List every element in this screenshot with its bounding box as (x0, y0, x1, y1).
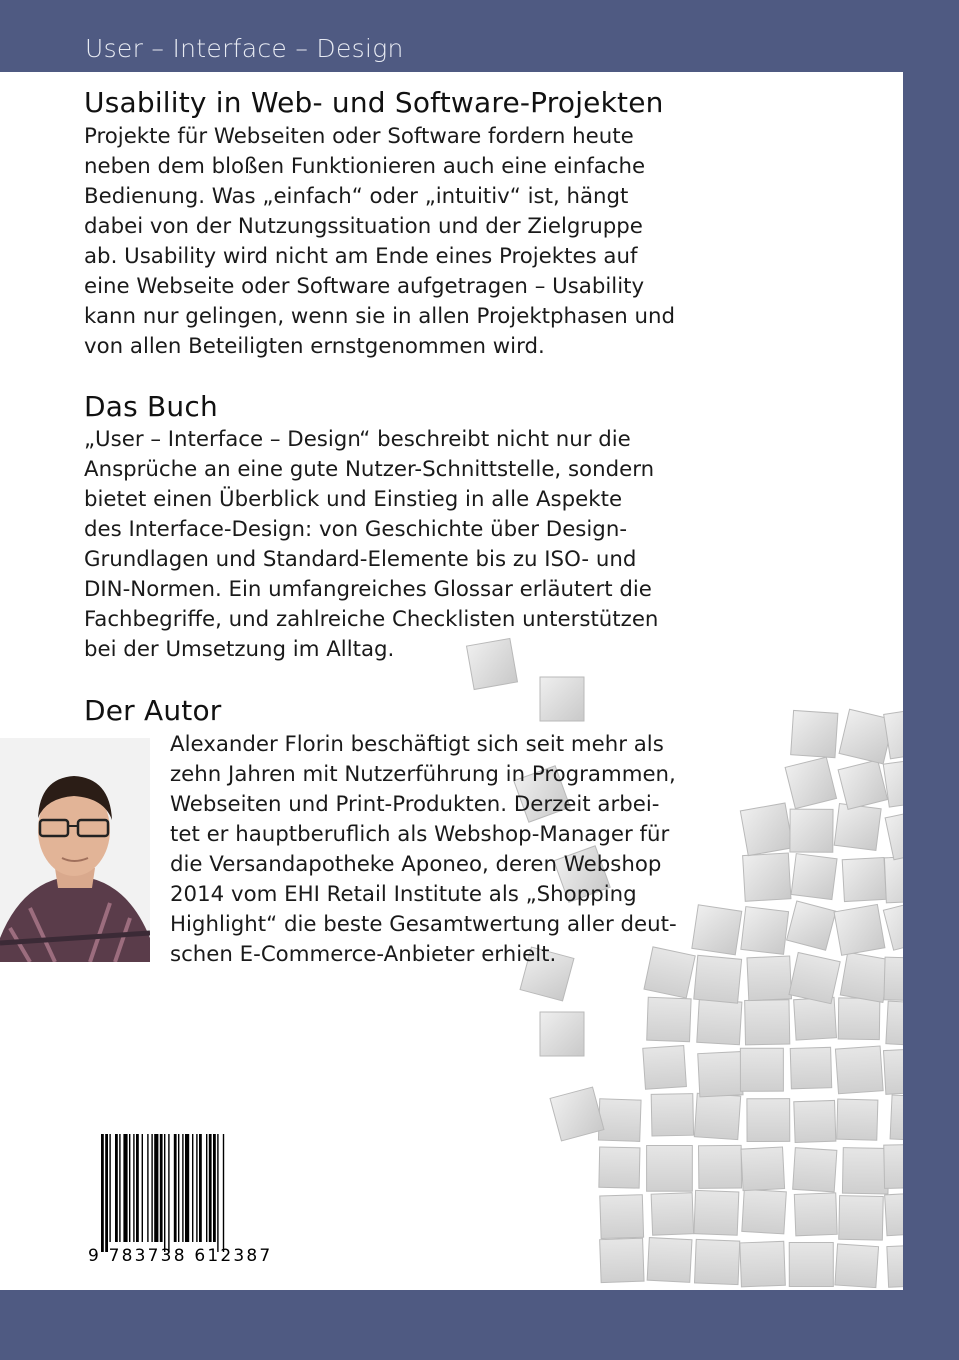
cube (740, 1241, 786, 1287)
text-line: des Interface-Design: von Geschichte über Design- (84, 517, 628, 542)
cube (695, 1239, 740, 1284)
text-line: Grundlagen und Standard-Elemente bis zu ISO- und (84, 547, 637, 572)
author-photo (0, 738, 150, 962)
cube (742, 1189, 787, 1234)
cube (600, 1195, 644, 1239)
barcode-bar (182, 1134, 183, 1242)
back-cover-page (0, 72, 903, 1290)
barcode-bar (164, 1134, 165, 1252)
text-line: neben dem bloßen Funktionieren auch eine einfache (84, 154, 646, 179)
cube (842, 858, 886, 902)
text-line: Bedienung. Was „einfach“ oder „intuitiv“ ist, hängt (84, 184, 629, 209)
author-text (170, 730, 677, 970)
author-heading: Der Autor (84, 694, 222, 727)
cube (884, 957, 903, 1001)
cube (540, 1012, 584, 1056)
cube (651, 1193, 693, 1235)
barcode-bar (199, 1134, 202, 1242)
text-line: dabei von der Nutzungssituation und der Zielgruppe (84, 214, 643, 239)
cube (743, 853, 791, 901)
barcode-bar (206, 1134, 207, 1242)
cube (842, 1148, 888, 1194)
cube (699, 1145, 742, 1188)
cube (890, 1095, 903, 1141)
cube (540, 677, 584, 721)
cube (839, 1196, 884, 1241)
cube (834, 804, 881, 851)
barcode-bar (129, 1134, 130, 1242)
cube (694, 1190, 739, 1235)
cube (599, 1147, 640, 1188)
book-heading: Das Buch (84, 390, 218, 423)
usability-heading: Usability in Web- und Software-Projekten (84, 86, 664, 119)
cube (793, 1148, 837, 1192)
cube (692, 905, 742, 955)
cube (794, 1100, 836, 1142)
cube (885, 1193, 903, 1236)
text-line: eine Webseite oder Software aufgetragen – Usability (84, 274, 645, 299)
cube (740, 1048, 783, 1091)
text-line: Webseiten und Print-Produkten. Derzeit arbei- (170, 792, 660, 817)
cube (747, 1099, 790, 1142)
cube (791, 854, 837, 900)
cube (747, 956, 792, 1001)
barcode-bar (136, 1134, 139, 1242)
barcode-bar (174, 1134, 177, 1242)
text-line: DIN-Normen. Ein umfangreiches Glossar erläutert die (84, 577, 652, 602)
barcode-bar (151, 1134, 152, 1242)
barcode-bar (101, 1134, 104, 1252)
cube (745, 1000, 790, 1045)
text-line: Highlight“ die beste Gesamtwertung aller deut- (170, 912, 677, 937)
text-line: bietet einen Überblick und Einstieg in alle Aspekte (84, 487, 623, 512)
barcode-bar (217, 1134, 218, 1252)
cube (835, 1244, 879, 1288)
cube (698, 1052, 743, 1097)
text-line: „User – Interface – Design“ beschreibt nicht nur die (84, 427, 631, 452)
cube (794, 1193, 837, 1236)
barcode-bar (105, 1134, 108, 1252)
cube (887, 1245, 903, 1287)
cube (741, 907, 789, 955)
barcode-bar (178, 1134, 179, 1242)
cube (694, 955, 742, 1003)
cube (885, 809, 903, 860)
cube (789, 1242, 833, 1286)
text-line: tet er hauptberuflich als Webshop-Manager für (170, 822, 670, 847)
text-line: Fachbegriffe, und zahlreiche Checklisten unterstützen (84, 607, 659, 632)
text-line: zehn Jahren mit Nutzerführung in Programmen, (170, 762, 676, 787)
barcode-bar (119, 1134, 120, 1242)
cube (838, 998, 880, 1040)
cube (643, 1046, 687, 1090)
barcode-bar (196, 1134, 197, 1242)
cube (600, 1238, 644, 1282)
barcode-bar (147, 1134, 148, 1242)
barcode-bar (213, 1134, 216, 1242)
series-title: User – Interface – Design (85, 34, 404, 63)
text-line: Ansprüche an eine gute Nutzer-Schnittstelle, sondern (84, 457, 655, 482)
barcode-bar (133, 1134, 134, 1242)
barcode-bar (115, 1134, 118, 1242)
barcode-bar (185, 1134, 189, 1242)
barcode-bar (142, 1134, 143, 1242)
cube (834, 904, 885, 955)
usability-text (84, 122, 675, 362)
cube (598, 1099, 641, 1142)
cube (883, 900, 903, 950)
barcode-bar (109, 1134, 110, 1242)
cube (790, 1047, 831, 1088)
barcode-bar (192, 1134, 193, 1242)
cube (651, 1094, 693, 1136)
text-line: Alexander Florin beschäftigt sich seit mehr als (170, 732, 664, 757)
cube (647, 997, 691, 1041)
cube (886, 1001, 903, 1046)
cube (785, 757, 836, 808)
isbn-digits: 9 783738 612387 (88, 1246, 273, 1266)
barcode-bar (209, 1134, 212, 1242)
barcode-bar (168, 1134, 169, 1252)
text-line: von allen Beteiligten ernstgenommen wird. (84, 334, 545, 359)
cube (550, 1087, 604, 1141)
cube (740, 803, 793, 856)
text-line: Projekte für Webseiten oder Software fordern heute (84, 124, 634, 149)
text-line: 2014 vom EHI Retail Institute als „Shopping (170, 882, 637, 907)
cube (647, 1146, 693, 1192)
cube (787, 901, 836, 950)
text-line: kann nur gelingen, wenn sie in allen Projektphasen und (84, 304, 676, 329)
cube (694, 1093, 740, 1139)
barcode-bar (160, 1134, 163, 1242)
text-line: die Versandapotheke Aponeo, deren Webshop (170, 852, 662, 877)
cube (790, 809, 833, 852)
cube (741, 1147, 785, 1191)
cube (791, 710, 838, 757)
cube (884, 1144, 903, 1188)
text-line: schen E-Commerce-Anbieter erhielt. (170, 942, 557, 967)
book-text (84, 425, 658, 665)
barcode-bar (223, 1134, 224, 1252)
cube (647, 1238, 692, 1283)
text-line: ab. Usability wird nicht am Ende eines Projektes auf (84, 244, 638, 269)
barcode-bar (154, 1134, 158, 1242)
cube (884, 856, 903, 903)
cube (835, 1046, 883, 1094)
cube (837, 1099, 878, 1140)
cube (840, 952, 890, 1002)
barcode-bar (123, 1134, 127, 1242)
text-line: bei der Umsetzung im Alltag. (84, 637, 395, 662)
cube (884, 1048, 903, 1094)
cube (697, 1000, 742, 1045)
cube (838, 760, 887, 809)
cube (789, 952, 840, 1003)
